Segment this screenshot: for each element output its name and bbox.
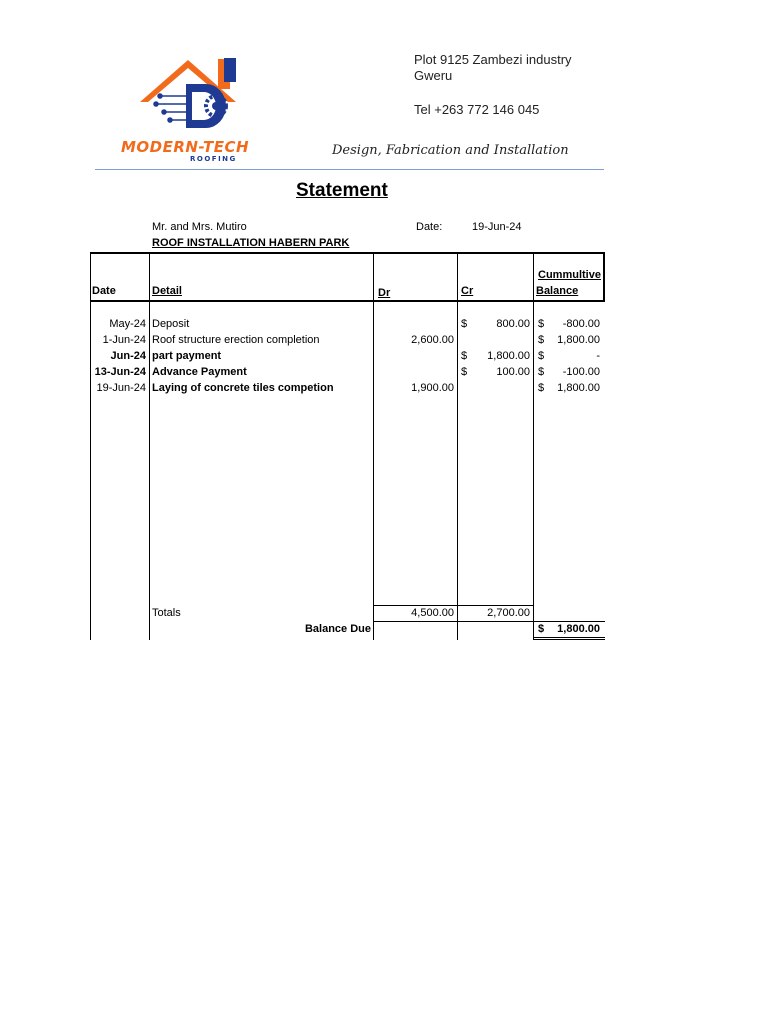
header-cr: Cr	[461, 285, 474, 297]
balance-due-top-rule	[533, 621, 605, 622]
row-balance: 1,800.00	[557, 382, 600, 394]
project-name: ROOF INSTALLATION HABERN PARK	[152, 237, 350, 249]
row-balance: -	[596, 350, 600, 362]
header-detail: Detail	[152, 285, 182, 297]
totals-cr: 2,700.00	[487, 607, 530, 619]
row-balance: -100.00	[562, 366, 600, 378]
row-dr: 2,600.00	[411, 334, 454, 346]
brand-name: MODERN-TECH	[121, 138, 250, 156]
row-cr-currency: $	[461, 366, 468, 378]
phone-number: Tel +263 772 146 045	[414, 102, 540, 117]
row-date: 19-Jun-24	[96, 382, 146, 394]
row-balance-currency: $	[538, 334, 545, 346]
totals-top-rule	[373, 605, 533, 606]
row-detail: Advance Payment	[152, 366, 247, 378]
column-divider-date	[149, 252, 150, 640]
balance-due-double-rule-1	[533, 637, 605, 638]
date-label: Date:	[416, 221, 443, 233]
table-left-border	[90, 252, 91, 640]
header-balance-line1: Cummultive	[538, 269, 601, 281]
header-dr: Dr	[378, 287, 391, 299]
row-cr: 100.00	[496, 366, 530, 378]
table-top-border	[90, 252, 604, 254]
totals-label: Totals	[152, 607, 181, 619]
company-tagline: Design, Fabrication and Installation	[332, 143, 569, 158]
row-detail: Laying of concrete tiles competion	[152, 382, 334, 394]
date-value: 19-Jun-24	[472, 221, 522, 233]
address-line1: Plot 9125 Zambezi industry	[414, 52, 572, 67]
balance-due-double-rule-2	[533, 639, 605, 640]
row-balance-currency: $	[538, 350, 545, 362]
column-divider-cr	[533, 252, 534, 640]
row-balance-currency: $	[538, 318, 545, 330]
address-line2: Gweru	[414, 68, 453, 83]
table-header-border	[90, 300, 604, 302]
totals-bottom-rule	[373, 621, 533, 622]
row-cr-currency: $	[461, 350, 468, 362]
row-date: 13-Jun-24	[94, 366, 146, 378]
row-date: May-24	[109, 318, 146, 330]
row-cr: 1,800.00	[487, 350, 530, 362]
row-detail: Deposit	[152, 318, 190, 330]
table-right-border	[603, 252, 605, 302]
document-title: Statement	[296, 180, 388, 201]
row-balance-currency: $	[538, 366, 545, 378]
header-date: Date	[92, 285, 116, 297]
row-balance: -800.00	[562, 318, 600, 330]
row-balance-currency: $	[538, 382, 545, 394]
row-dr: 1,900.00	[411, 382, 454, 394]
column-divider-detail	[373, 252, 374, 640]
brand-subtitle: ROOFING	[190, 155, 237, 163]
row-cr-currency: $	[461, 318, 468, 330]
row-date: 1-Jun-24	[102, 334, 146, 346]
row-detail: part payment	[152, 350, 222, 362]
client-name: Mr. and Mrs. Mutiro	[152, 221, 247, 233]
header-balance-line2: Balance	[536, 285, 579, 297]
header-divider	[95, 169, 604, 170]
row-cr: 800.00	[496, 318, 530, 330]
balance-due-label: Balance Due	[304, 623, 371, 635]
row-detail: Roof structure erection completion	[152, 334, 320, 346]
row-date: Jun-24	[110, 350, 146, 362]
row-balance: 1,800.00	[557, 334, 600, 346]
balance-due-currency: $	[538, 623, 545, 635]
balance-due-value: 1,800.00	[557, 623, 600, 635]
totals-dr: 4,500.00	[411, 607, 454, 619]
column-divider-dr	[457, 252, 458, 640]
